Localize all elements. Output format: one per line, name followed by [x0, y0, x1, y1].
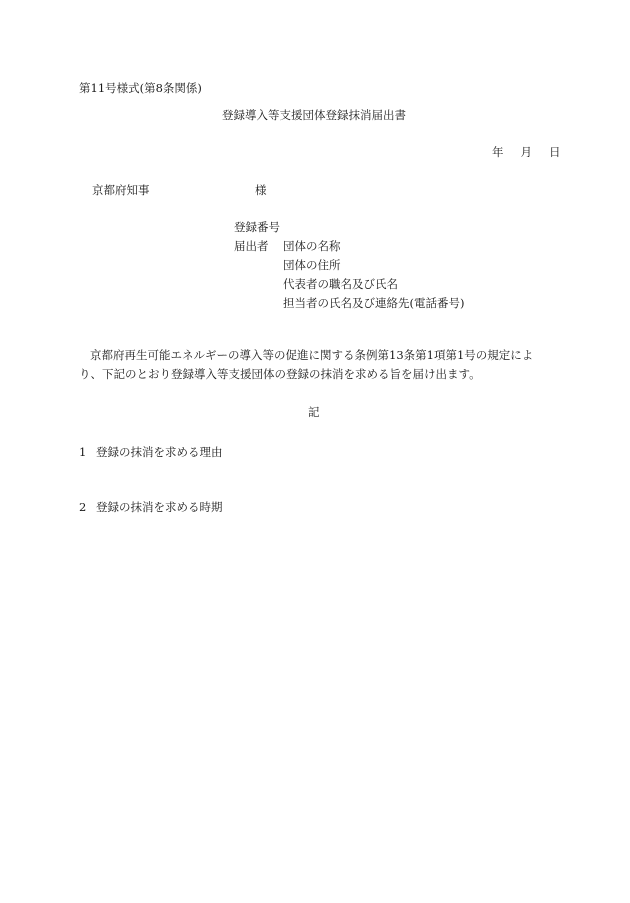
- list-item: [79, 499, 223, 515]
- contact-label: 担当者の氏名及び連絡先(電話番号): [283, 296, 465, 310]
- item-text: 登録の抹消を求める理由: [96, 445, 223, 459]
- date-month: 月: [520, 145, 532, 159]
- document-title: 登録導入等支援団体登録抹消届出書: [222, 108, 406, 122]
- date-year: 年: [492, 145, 504, 159]
- form-number: 第11号様式(第8条関係): [79, 81, 202, 95]
- item-number: 1: [79, 445, 87, 459]
- ki-heading: 記: [308, 405, 320, 419]
- org-name-label: 団体の名称: [283, 239, 341, 253]
- representative-label: 代表者の職名及び氏名: [283, 277, 398, 291]
- date-day: 日: [549, 145, 561, 159]
- notifier-label: 届出者: [234, 239, 269, 253]
- honorific: 様: [255, 183, 267, 197]
- body-paragraph: 京都府再生可能エネルギーの導入等の促進に関する条例第13条第1項第1号の規定により、下記のとおり登録導入等支援団体の登録の抹消を求める旨を届け出ます。: [79, 348, 534, 381]
- list-item: [79, 444, 223, 460]
- item-text: 登録の抹消を求める時期: [96, 500, 223, 514]
- item-number: 2: [79, 500, 87, 514]
- org-address-label: 団体の住所: [283, 258, 341, 272]
- addressee: 京都府知事: [92, 183, 150, 197]
- date-line: [492, 144, 561, 160]
- registration-number-label: 登録番号: [234, 220, 280, 234]
